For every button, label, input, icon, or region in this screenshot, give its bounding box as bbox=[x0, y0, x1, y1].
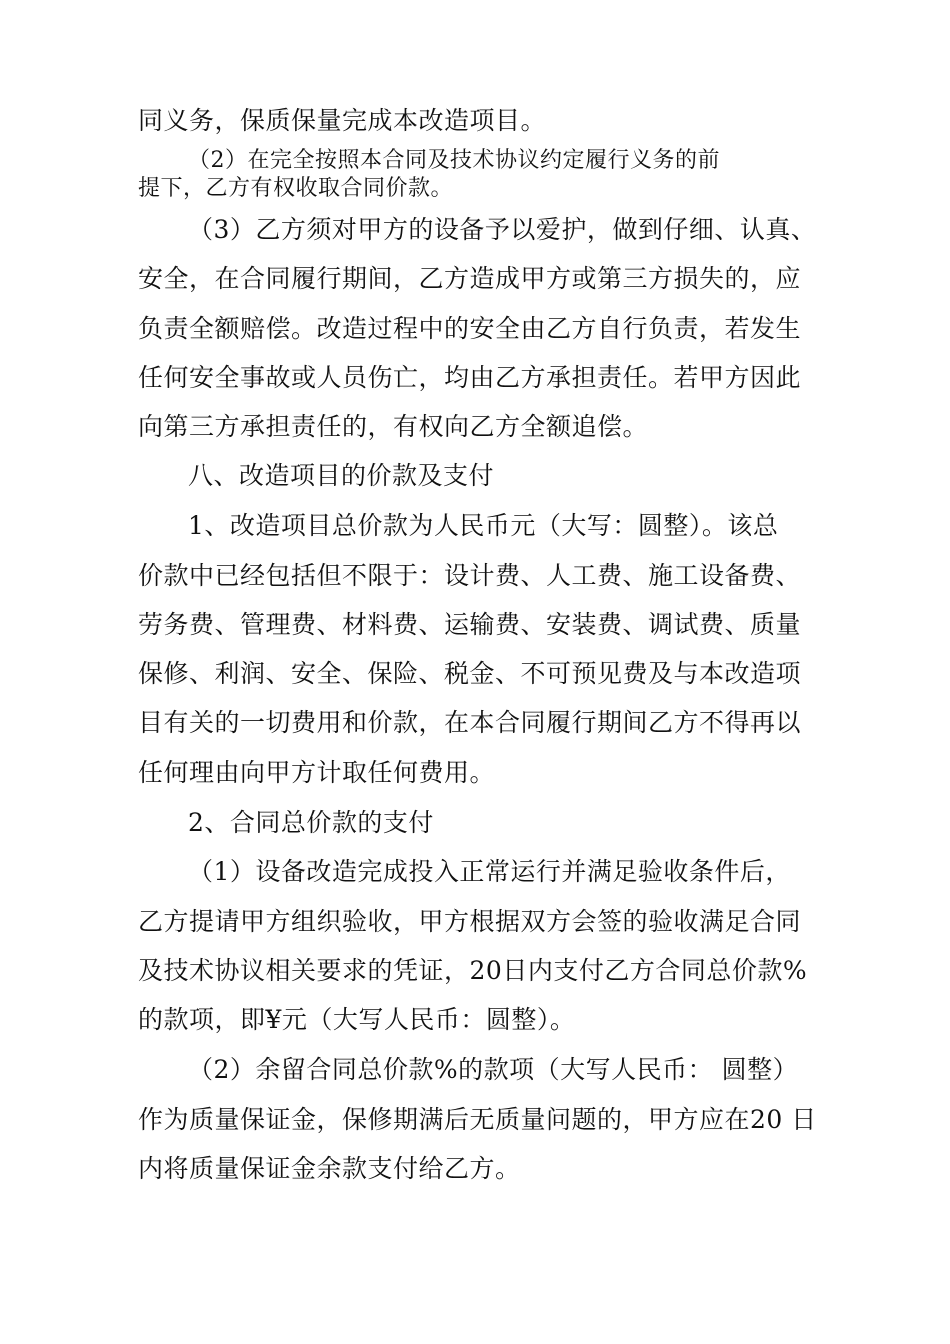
text-line: 安全，在合同履行期间，乙方造成甲方或第三方损失的，应 bbox=[138, 264, 802, 293]
text-line: 乙方提请甲方组织验收，甲方根据双方会签的验收满足合同 bbox=[138, 907, 802, 936]
text-line: 提下，乙方有权收取合同价款。 bbox=[138, 176, 454, 201]
subsection-heading: 2、合同总价款的支付 bbox=[188, 808, 434, 837]
text-line: 及技术协议相关要求的凭证，20日内支付乙方合同总价款% bbox=[138, 956, 808, 985]
text-line: 任何理由向甲方计取任何费用。 bbox=[138, 758, 496, 787]
text-line: 保修、利润、安全、保险、税金、不可预见费及与本改造项 bbox=[138, 659, 802, 688]
text-line: （2）余留合同总价款%的款项（大写人民币： 圆整） bbox=[188, 1055, 799, 1084]
text-line: 的款项，即¥元（大写人民币：圆整）。 bbox=[138, 1005, 576, 1034]
text-line: 同义务，保质保量完成本改造项目。 bbox=[138, 106, 547, 135]
text-line: 1、改造项目总价款为人民币元（大写：圆整）。该总 bbox=[188, 511, 779, 540]
text-line: 作为质量保证金，保修期满后无质量问题的，甲方应在20 日 bbox=[138, 1105, 817, 1134]
text-line: 价款中已经包括但不限于：设计费、人工费、施工设备费、 bbox=[138, 561, 802, 590]
text-line: （1）设备改造完成投入正常运行并满足验收条件后， bbox=[188, 857, 791, 886]
text-line: 目有关的一切费用和价款，在本合同履行期间乙方不得再以 bbox=[138, 708, 802, 737]
text-line: （2）在完全按照本合同及技术协议约定履行义务的前 bbox=[188, 148, 720, 173]
text-line: 劳务费、管理费、材料费、运输费、安装费、调试费、质量 bbox=[138, 610, 802, 639]
text-line: 内将质量保证金余款支付给乙方。 bbox=[138, 1154, 521, 1183]
text-line: 负责全额赔偿。改造过程中的安全由乙方自行负责，若发生 bbox=[138, 314, 802, 343]
section-heading: 八、改造项目的价款及支付 bbox=[188, 461, 495, 490]
text-line: 向第三方承担责任的，有权向乙方全额追偿。 bbox=[138, 412, 649, 441]
text-line: （3）乙方须对甲方的设备予以爱护，做到仔细、认真、 bbox=[188, 215, 817, 244]
text-line: 任何安全事故或人员伤亡，均由乙方承担责任。若甲方因此 bbox=[138, 363, 802, 392]
